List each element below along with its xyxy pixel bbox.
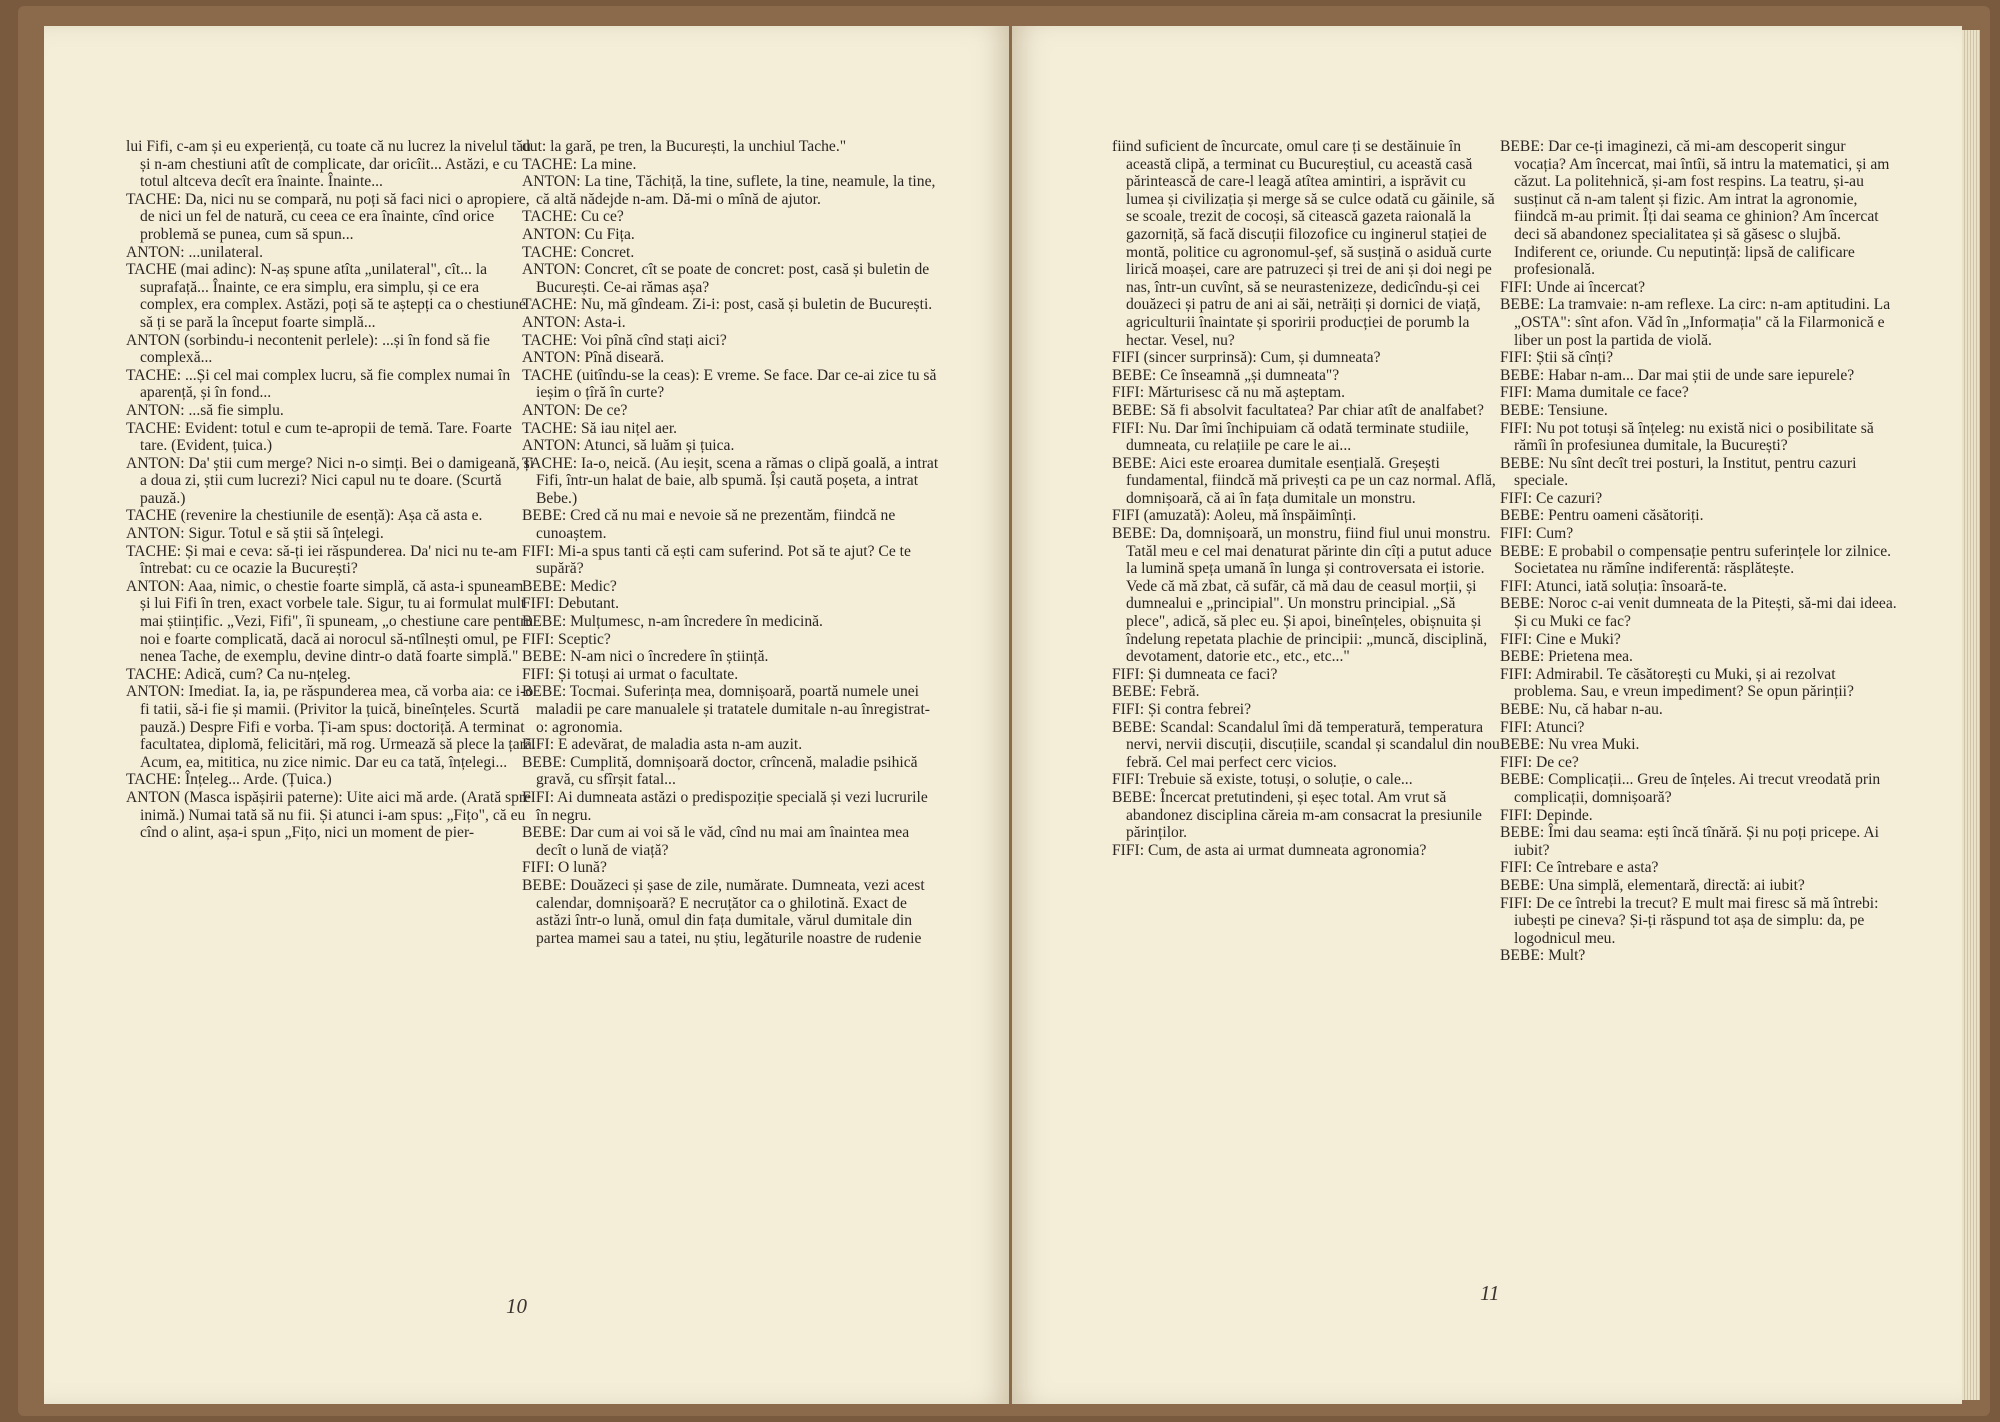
dialogue-line: TACHE (uitîndu-se la ceas): E vreme. Se face. Dar ce-ai zice tu să ieșim o țîră în curte? <box>522 366 937 402</box>
dialogue-line: TACHE: Cu ce? <box>522 208 624 226</box>
dialogue-line: FIFI: Unde ai încercat? <box>1500 278 1646 296</box>
dialogue-line: FIFI: Cine e Muki? <box>1500 630 1621 648</box>
dialogue-line: FIFI: Nu pot totuși să înțeleg: nu există nici o posibilitate să rămîi în profesiunea dumitale, la București? <box>1500 419 1874 455</box>
dialogue-line: BEBE: Nu sînt decît trei posturi, la Institut, pentru cazuri speciale. <box>1500 454 1857 490</box>
dialogue-line: FIFI: Trebuie să existe, totuși, o soluție, o cale... <box>1112 771 1413 789</box>
dialogue-line: TACHE: Înțeleg... Arde. (Țuica.) <box>126 771 332 789</box>
dialogue-line: BEBE: Tocmai. Suferința mea, domnișoară, poartă numele unei maladii pe care manualele și tratatele dumitale n-au înregistrat-o: agronomia. <box>522 683 930 736</box>
dialogue-line: TACHE: ...Și cel mai complex lucru, să fie complex numai în aparență, și în fond... <box>126 366 511 402</box>
dialogue-line: fiind suficient de încurcate, omul care ți se destăinuie în această clipă, a terminat cu Bucureștiul, cu această casă părintească de care-l leagă atîtea amintiri, a isprăvit cu lumea și civilizația și merge să se culce odată cu găinile, să se scoale, trezit de cocoși, să citească gazeta raională la gazorniță, să facă discuții filozofice cu inginerul stației de montă, politice cu agronomul-șef, să susțină o asiduă curte lirică moașei, care are patruzeci și trei de ani și doi negi pe nas, într-un cuvînt, să se neurastenizeze, dedicîndu-și cei douăzeci și patru de ani ai săi, netrăiți și dornici de viață, agriculturii înaintate și sporirii producției de porumb la hectar. Vesel, nu? <box>1112 138 1495 349</box>
dialogue-line: BEBE: Habar n-am... Dar mai știi de unde sare iepurele? <box>1500 366 1855 384</box>
dialogue-line: TACHE (revenire la chestiunile de esență): Așa că asta e. <box>126 507 483 525</box>
dialogue-line: FIFI: Sceptic? <box>522 630 611 648</box>
dialogue-line: FIFI: Depinde. <box>1500 806 1593 824</box>
dialogue-line: ANTON (sorbindu-i necontenit perlele): ...și în fond să fie complexă... <box>126 331 490 367</box>
dialogue-line: FIFI: Știi să cînți? <box>1500 349 1614 367</box>
page-number-left: 10 <box>506 1294 527 1318</box>
dialogue-line: ANTON: Aaa, nimic, o chestie foarte simplă, că asta-i spuneam și lui Fifi în tren, exact vorbele tale. Sigur, tu ai formulat mult mai științific. „Vezi, Fifi", îi spuneam, „o chestiune care pentru noi e foarte complicată, dacă ai norocul să-ntîlnești omul, pe nenea Tache, de exemplu, devine dintr-o dată foarte simplă." <box>126 577 534 666</box>
dialogue-line: ANTON: Sigur. Totul e să știi să înțelegi. <box>126 525 384 543</box>
dialogue-line: FIFI: Și totuși ai urmat o facultate. <box>522 665 739 683</box>
dialogue-line: BEBE: N-am nici o încredere în știință. <box>522 648 769 666</box>
dialogue-line: BEBE: Îmi dau seama: ești încă tînără. Și nu poți pricepe. Ai iubit? <box>1500 824 1879 859</box>
dialogue-line: BEBE: La tramvaie: n-am reflexe. La circ: n-am aptitudini. La „OSTA": sînt afon. Văd în „Informația" că la Filarmonică e liber un post la partida de violă. <box>1500 296 1891 349</box>
right-page <box>1012 26 1962 1404</box>
dialogue-line: TACHE: Voi pînă cînd stați aici? <box>522 331 727 349</box>
dialogue-line: FIFI: Admirabil. Te căsătorești cu Muki, și ai rezolvat problema. Sau, e vreun impediment? Se opun părinții? <box>1500 665 1854 701</box>
dialogue-line: BEBE: Aici este eroarea dumitale esențială. Greșești fundamental, fiindcă mă privești ca pe un caz normal. Află, domnișoară, că ai în fața dumitale un monstru. <box>1112 454 1496 507</box>
dialogue-line: BEBE: Noroc c-ai venit dumneata de la Pitești, să-mi dai ideea. Și cu Muki ce fac? <box>1500 595 1897 631</box>
dialogue-line: ANTON: La tine, Tăchiță, la tine, suflete, la tine, neamule, la tine, că altă nădejde n-am. Dă-mi o mînă de ajutor. <box>522 173 936 208</box>
dialogue-line: BEBE: Medic? <box>522 577 617 595</box>
dialogue-line: ANTON: De ce? <box>522 401 628 419</box>
dialogue-line: FIFI: Cum? <box>1500 525 1574 543</box>
dialogue-line: BEBE: Scandal: Scandalul îmi dă temperatură, temperatura nervi, nervii discuții, discuțiile, scandal și scandalul din nou febră. Cel mai perfect cerc vicios. <box>1112 718 1500 771</box>
dialogue-line: BEBE: Prietena mea. <box>1500 648 1633 666</box>
dialogue-line: BEBE: Încercat pretutindeni, și eșec total. Am vrut să abandonez disciplina căreia m-am consacrat la presiunile părinților. <box>1112 788 1482 842</box>
dialogue-line: FIFI: Ce cazuri? <box>1500 489 1603 507</box>
dialogue-line: ANTON (Masca ispășirii paterne): Uite aici mă arde. (Arată spre inimă.) Numai tată să nu fii. Și atunci i-am spus: „Fițo", că eu cînd o alint, așa-i spun „Fițo, nici un moment de pier- <box>126 788 531 842</box>
dialogue-line: BEBE: Mult? <box>1500 947 1586 965</box>
dialogue-line: FIFI: De ce întrebi la trecut? E mult mai firesc să mă întrebi: iubești pe cineva? Și-ți răspund tot așa de simplu: da, pe logodnicul meu. <box>1500 894 1879 947</box>
dialogue-line: FIFI: Și contra febrei? <box>1112 701 1252 718</box>
dialogue-line: BEBE: Pentru oameni căsătoriți. <box>1500 507 1704 525</box>
dialogue-line: BEBE: Douăzeci și șase de zile, numărate. Dumneata, vezi acest calendar, domnișoară? E necruțător ca o ghilotină. Exact de astăzi într-o lună, omul din fața dumitale, vărul dumitale din partea mamei sau a tatei, nu știu, legăturile noastre de rudenie <box>522 876 925 947</box>
dialogue-line: lui Fifi, c-am și eu experiență, cu toate că nu lucrez la nivelul tău și n-am chestiuni atît de complicate, dar oricîit... Astăzi, e cu totul altceva decît era înainte. Înainte... <box>126 138 531 191</box>
left-column-2 <box>522 138 940 947</box>
dialogue-line: TACHE: Și mai e ceva: să-ți iei răspunderea. Da' nici nu te-am întrebat: cu ce ocazie la București? <box>126 542 518 578</box>
dialogue-line: ANTON: Asta-i. <box>522 313 626 331</box>
dialogue-line: BEBE: Mulțumesc, n-am încredere în medicină. <box>522 613 823 631</box>
dialogue-line: ANTON: Cu Fița. <box>522 225 635 243</box>
dialogue-line: TACHE: Nu, mă gîndeam. Zi-i: post, casă și buletin de București. <box>522 296 933 314</box>
dialogue-line: BEBE: Nu vrea Muki. <box>1500 736 1640 754</box>
dialogue-line: TACHE: Adică, cum? Ca nu-nțeleg. <box>126 665 351 683</box>
dialogue-line: FIFI: E adevărat, de maladia asta n-am auzit. <box>522 736 803 754</box>
dialogue-line: TACHE: Concret. <box>522 243 635 261</box>
dialogue-line: BEBE: Complicații... Greu de înțeles. Ai trecut vreodată prin complicații, domnișoară? <box>1500 771 1881 806</box>
dialogue-line: FIFI: Ai dumneata astăzi o predispoziție specială și vezi lucrurile în negru. <box>522 788 928 824</box>
dialogue-line: TACHE: Ia-o, neică. (Au ieșit, scena a rămas o clipă goală, a intrat Fifi, într-un halat de baie, alb spumă. Își caută poșeta, a intrat Bebe.) <box>522 454 939 507</box>
dialogue-line: BEBE: Cred că nu mai e nevoie să ne prezentăm, fiindcă ne cunoaștem. <box>522 507 896 543</box>
dialogue-line: TACHE: Da, nici nu se compară, nu poți să faci nici o apropiere, de nici un fel de natură, cu ceea ce era înainte, cînd orice problemă se punea, cum să spun... <box>126 190 530 243</box>
dialogue-line: FIFI: O lună? <box>522 859 607 877</box>
dialogue-line: BEBE: Febră. <box>1112 683 1200 701</box>
dialogue-line: BEBE: Nu, că habar n-au. <box>1500 701 1663 718</box>
dialogue-line: ANTON: Atunci, să luăm și țuica. <box>522 437 735 455</box>
dialogue-line: BEBE: Dar ce-ți imaginezi, că mi-am descoperit singur vocația? Am încercat, mai întîi, să intru la matematici, și am căzut. La politehnică, și-am fost respins. La teatru, și-au susținut că n-am talent și fizic. Am intrat la agronomie, fiindcă m-au primit. Îți dai seama ce ghinion? Am încercat deci să abandonez specialitatea și să găsesc o slujbă. Indiferent ce, oriunde. Cu neputință: lipsă de calificare profesională. <box>1500 138 1890 279</box>
dialogue-line: BEBE: Tensiune. <box>1500 401 1608 419</box>
dialogue-line: FIFI: Ce întrebare e asta? <box>1500 859 1659 877</box>
left-column-1 <box>126 138 536 842</box>
dialogue-line: TACHE: La mine. <box>522 155 637 173</box>
dialogue-line: BEBE: Una simplă, elementară, directă: ai iubit? <box>1500 876 1805 894</box>
dialogue-line: ANTON: Imediat. Ia, ia, pe răspunderea mea, că vorba aia: ce i-o fi tatii, să-i fie și mamii. (Privitor la țuică, bineînțeles. Scurtă pauză.) Despre Fifi e vorba. Ți-am spus: doctoriță. A terminat facultatea, diplomă, felicitări, mă rog. Urmează să plece la țară. Acum, ea, mititica, nu zice nimic. Dar eu ca tată, înțelegi... <box>126 683 536 771</box>
dialogue-line: FIFI: Mărturisesc că nu mă așteptam. <box>1112 384 1345 402</box>
dialogue-line: TACHE: Evident: totul e cum te-apropii de temă. Tare. Foarte tare. (Evident, țuica.) <box>126 419 512 455</box>
dialogue-line: FIFI: Nu. Dar îmi închipuiam că odată terminate studiile, dumneata, cu relațiile pe care le ai... <box>1112 419 1469 455</box>
dialogue-line: BEBE: E probabil o compensație pentru suferințele lor zilnice. Societatea nu rămîne indiferentă: răsplătește. <box>1500 542 1892 578</box>
dialogue-line: ANTON: Da' știi cum merge? Nici n-o simți. Bei o damigeană, și a doua zi, știi cum lucrezi? Nici capul nu te doare. (Scurtă pauză.) <box>126 454 535 507</box>
dialogue-line: BEBE: Da, domnișoară, un monstru, fiind fiul unui monstru. Tatăl meu e cel mai denaturat părinte din cîți a putut aduce la lumină spețа umană în lunga și controversata ei istorie. Vede că mă zbat, că sufăr, că mă dau de ceasul morții, și dumnealui e „principial". Un monstru principial. „Să plece", adică, să plec eu. Și apoi, bineînțeles, obișnuita și îndelung repetata plachie de principii: „muncă, disciplină, devotament, datorie etc., etc., etc..." <box>1112 525 1492 666</box>
dialogue-line: TACHE: Să iau nițel aer. <box>522 419 678 437</box>
dialogue-line: FIFI: Și dumneata ce faci? <box>1112 665 1278 683</box>
page-edges <box>1962 30 1980 1400</box>
dialogue-line: FIFI: Cum, de asta ai urmat dumneata agronomia? <box>1112 841 1427 859</box>
left-page <box>44 26 1009 1404</box>
dialogue-line: TACHE (mai adinc): N-aș spune atîta „unilateral", cît... la suprafață... Înainte, ce era simplu, era simplu, și ce era complex, era complex. Astăzi, poți să te aștepți ca o chestiune să ți se pară la început foarte simplă... <box>126 261 526 331</box>
dialogue-line: BEBE: Să fi absolvit facultatea? Par chiar atît de analfabet? <box>1112 401 1484 419</box>
dialogue-line: FIFI: De ce? <box>1500 753 1579 771</box>
dialogue-line: FIFI: Mi-a spus tanti că ești cam suferind. Pot să te ajut? Ce te supără? <box>522 542 911 578</box>
dialogue-line: FIFI: Atunci? <box>1500 718 1585 736</box>
dialogue-line: BEBE: Dar cum ai voi să le văd, cînd nu mai am înaintea mea decît o lună de viață? <box>522 824 910 859</box>
dialogue-line: ANTON: Concret, cît se poate de concret: post, casă și buletin de București. Ce-ai rămas așa? <box>522 261 930 296</box>
dialogue-line: FIFI: Debutant. <box>522 595 620 613</box>
dialogue-line: FIFI: Mama dumitale ce face? <box>1500 384 1689 402</box>
page-number-right: 11 <box>1480 1281 1500 1305</box>
dialogue-line: ANTON: ...să fie simplu. <box>126 401 284 419</box>
dialogue-line: BEBE: Ce înseamnă „și dumneata"? <box>1112 366 1340 384</box>
dialogue-line: ANTON: Pînă diseară. <box>522 349 665 367</box>
dialogue-line: dut: la gară, pe tren, la București, la unchiul Tache." <box>522 138 847 155</box>
right-column-2 <box>1500 138 1900 965</box>
dialogue-line: FIFI (sincer surprinsă): Cum, și dumneata? <box>1112 349 1381 367</box>
dialogue-line: FIFI: Atunci, iată soluția: însoară-te. <box>1500 577 1727 595</box>
dialogue-line: ANTON: ...unilateral. <box>126 243 263 261</box>
dialogue-line: BEBE: Cumplită, domnișoară doctor, crîncenă, maladie psihică gravă, cu sfîrșit fatal... <box>522 753 918 789</box>
dialogue-line: FIFI (amuzată): Aoleu, mă înspăimînți. <box>1112 507 1357 525</box>
right-column-1 <box>1112 138 1500 859</box>
